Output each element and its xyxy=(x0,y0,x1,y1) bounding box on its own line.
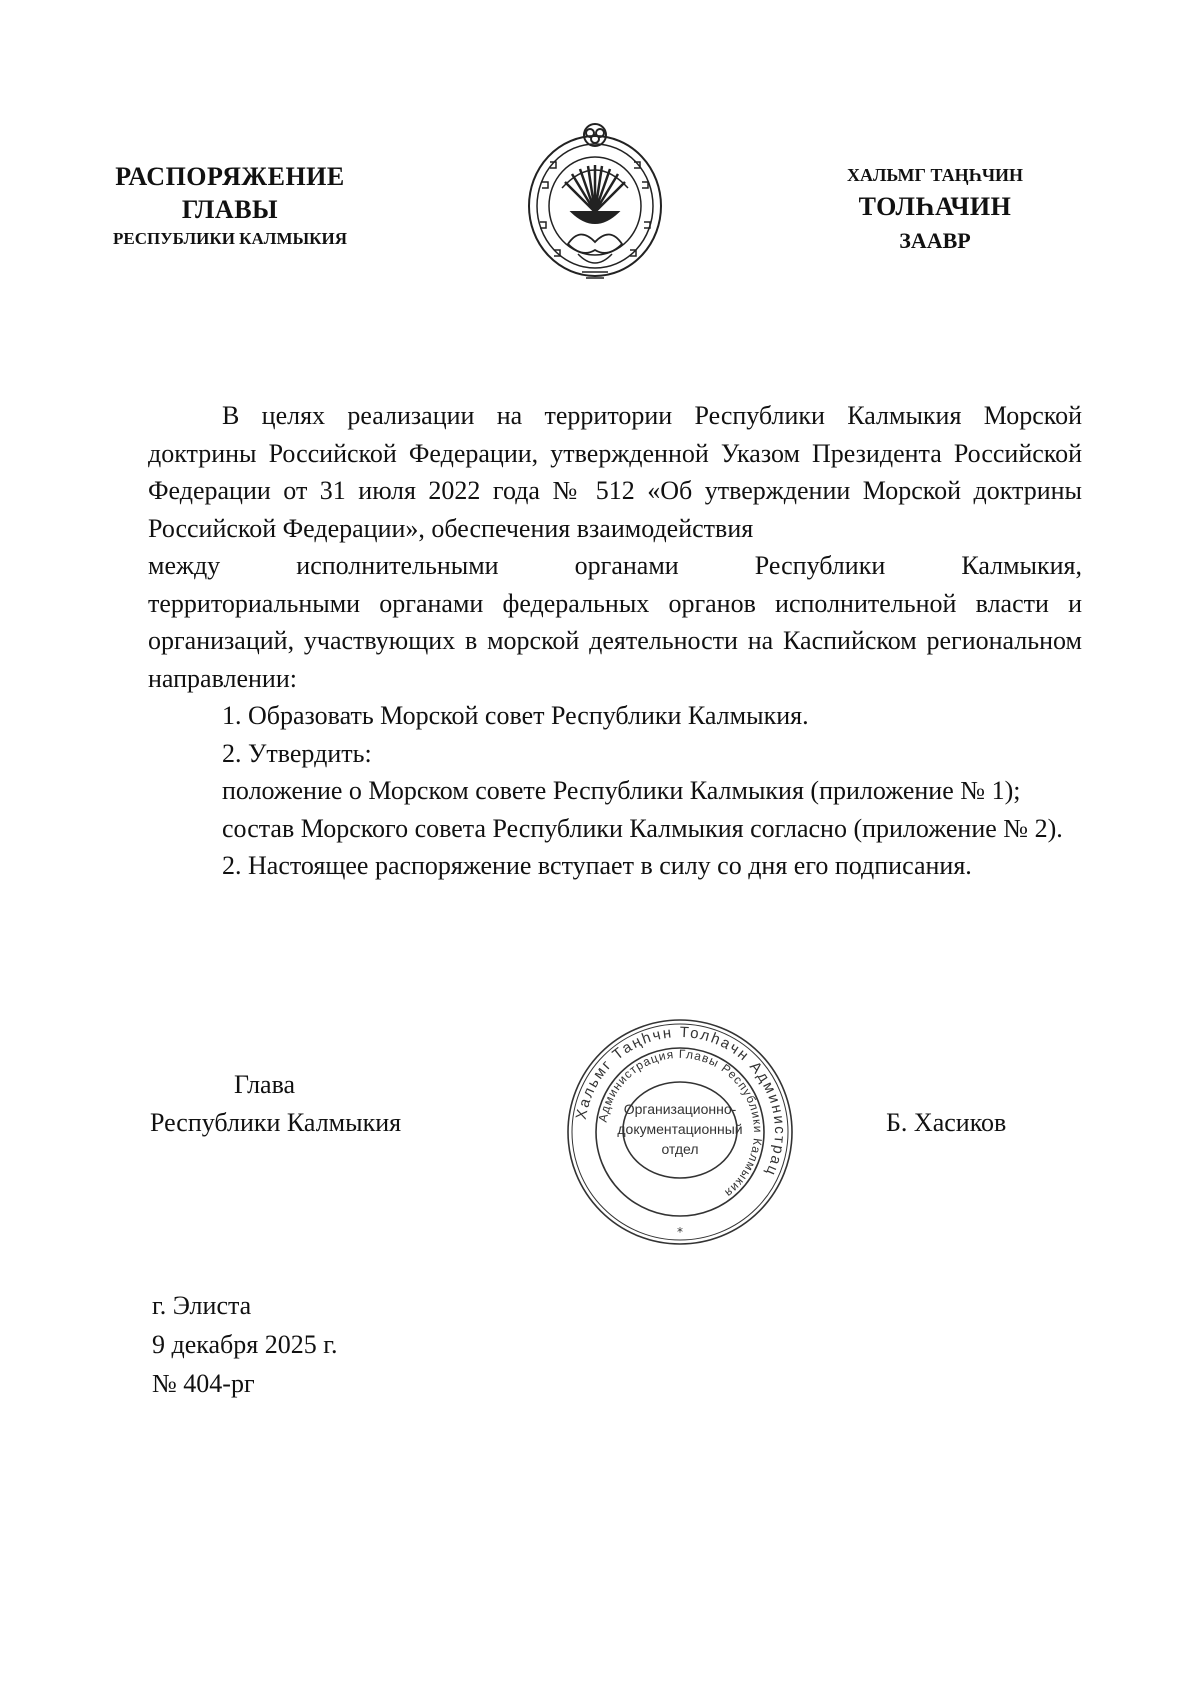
intro-paragraph-part2: между исполнительными органами Республики Калмыкия, xyxy=(148,551,1082,580)
header-right-line1: ХАЛЬМГ ТАҢҺЧИН xyxy=(846,165,1024,185)
seal-outer-text: Хальмг Таңһчн Толһачн Администрац xyxy=(572,1023,789,1180)
header-left-line3: РЕСПУБЛИКИ КАЛМЫКИЯ xyxy=(112,229,348,248)
coat-of-arms-emblem xyxy=(520,122,670,284)
item-2a: положение о Морском совете Республики Калмыкия (приложение № 1); xyxy=(222,776,1021,805)
header-left-line1: РАСПОРЯЖЕНИЕ xyxy=(115,162,345,191)
footer-number: № 404-рг xyxy=(152,1369,255,1398)
signatory-name: Б. Хасиков xyxy=(886,1108,1007,1137)
signature-title-line1: Глава xyxy=(234,1070,296,1099)
document-footer xyxy=(152,1286,337,1403)
seal-inner-text: Администрация Главы Республики Калмыкия xyxy=(595,1046,766,1201)
header-left-line2: ГЛАВЫ xyxy=(181,195,279,224)
order-body xyxy=(148,397,1082,885)
header-right-line3: ЗААВР xyxy=(899,228,971,253)
signature-title xyxy=(150,1066,401,1142)
header-left-title-block xyxy=(80,160,380,252)
item-2b: состав Морского совета Республики Калмыкия согласно (приложение № 2). xyxy=(222,813,1063,843)
seal-center-line1: Организационно- xyxy=(623,1101,737,1117)
footer-date: 9 декабря 2025 г. xyxy=(152,1330,338,1359)
intro-paragraph-part1: В целях реализации на территории Республики Калмыкия Морской доктрины Российской Федерации, утвержденной Указом Президента Российской Федерации от 31 июля 2022 года № 512 «Об утверждении Морской доктрины Российской Федерации», обеспечения взаимодействия xyxy=(148,401,1082,543)
header-right-title-block xyxy=(800,160,1070,258)
item-3: 2. Настоящее распоряжение вступает в силу со дня его подписания. xyxy=(222,851,972,880)
seal-center-line3: отдел xyxy=(661,1141,699,1157)
item-2: 2. Утвердить: xyxy=(222,738,372,768)
footer-city: г. Элиста xyxy=(152,1291,252,1320)
seal-star-icon: * xyxy=(677,1225,683,1239)
item-1: 1. Образовать Морской совет Республики Калмыкия. xyxy=(222,701,809,730)
official-seal-stamp xyxy=(560,1012,800,1252)
header-right-line2: ТОЛҺАЧИН xyxy=(858,192,1012,221)
seal-center-line2: документационный xyxy=(617,1121,743,1137)
signature-title-line2: Республики Калмыкия xyxy=(150,1108,402,1137)
intro-paragraph-part3: территориальными органами федеральных органов исполнительной власти и организаций, участвующих в морской деятельности на Каспийском региональном направлении: xyxy=(148,588,1082,693)
